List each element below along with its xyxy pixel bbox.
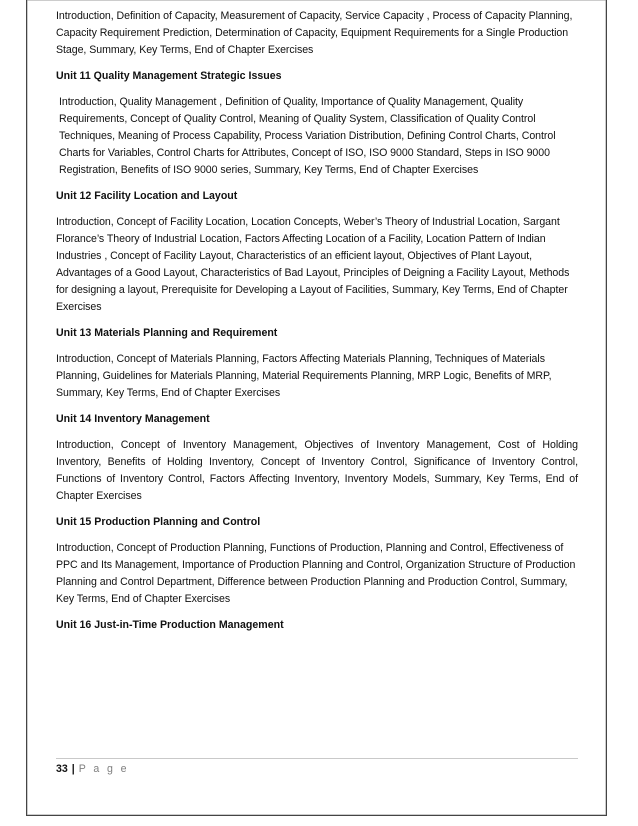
unit-15-heading: Unit 15 Production Planning and Control xyxy=(56,516,261,528)
document-body xyxy=(56,8,578,643)
unit-15-body: Introduction, Concept of Production Planning, Functions of Production, Planning and Control, Effectiveness of PPC and Its Management, Importance of Production Planning and Control, Organization Structure of Production Planning and Control Department, Difference between Production Planning and Production Control, Summary, Key Terms, End of Chapter Exercises xyxy=(56,542,576,605)
unit-13-body: Introduction, Concept of Materials Planning, Factors Affecting Materials Planning, Techniques of Materials Planning, Guidelines for Materials Planning, Material Requirements Planning, MRP Logic, Benefits of MRP, Summary, Key Terms, End of Chapter Exercises xyxy=(56,353,552,399)
footer-separator: | xyxy=(71,763,75,775)
unit-13-heading: Unit 13 Materials Planning and Requirement xyxy=(56,327,278,339)
unit-12-body: Introduction, Concept of Facility Location, Location Concepts, Weber’s Theory of Industrial Location, Sargant Florance’s Theory of Industrial Location, Factors Affecting Location of a Facility, Location Pattern of Indian Industries , Concept of Facility Layout, Characteristics of an efficient layout, Objectives of Plant Layout, Advantages of a Good Layout, Characteristics of Bad Layout, Principles of Deigning a Facility Layout, Methods for designing a layout, Prerequisite for Developing a Layout of Facilities, Summary, Key Terms, End of Chapter Exercises xyxy=(56,216,570,313)
unit-14-body: Introduction, Concept of Inventory Management, Objectives of Inventory Management, Cost of Holding Inventory, Benefits of Holding Inventory, Concept of Inventory Control, Significance of Inventory Control, Functions of Inventory Control, Factors Affecting Inventory, Inventory Models, Summary, Key Terms, End of Chapter Exercises xyxy=(56,439,578,502)
unit-16-heading: Unit 16 Just-in-Time Production Management xyxy=(56,619,284,631)
page-label: P a g e xyxy=(78,763,129,775)
unit-11-body: Introduction, Quality Management , Definition of Quality, Importance of Quality Management, Quality Requirements, Concept of Quality Control, Meaning of Quality System, Classification of Quality Control Techniques, Meaning of Process Capability, Process Variation Distribution, Defining Control Charts, Control Charts for Variables, Control Charts for Attributes, Concept of ISO, ISO 9000 Standard, Steps in ISO 9000 Registration, Benefits of ISO 9000 series, Summary, Key Terms, End of Chapter Exercises xyxy=(59,96,556,176)
page-number: 33 xyxy=(56,763,68,775)
unit-11-heading: Unit 11 Quality Management Strategic Issues xyxy=(56,70,282,82)
unit-12-heading: Unit 12 Facility Location and Layout xyxy=(56,190,238,202)
intro-paragraph: Introduction, Definition of Capacity, Measurement of Capacity, Service Capacity , Process of Capacity Planning, Capacity Requirement Prediction, Determination of Capacity, Equipment Requirements for a Single Production Stage, Summary, Key Terms, End of Chapter Exercises xyxy=(56,10,573,56)
footer-rule xyxy=(56,758,578,759)
unit-14-heading: Unit 14 Inventory Management xyxy=(56,413,210,425)
page-footer xyxy=(56,762,129,776)
